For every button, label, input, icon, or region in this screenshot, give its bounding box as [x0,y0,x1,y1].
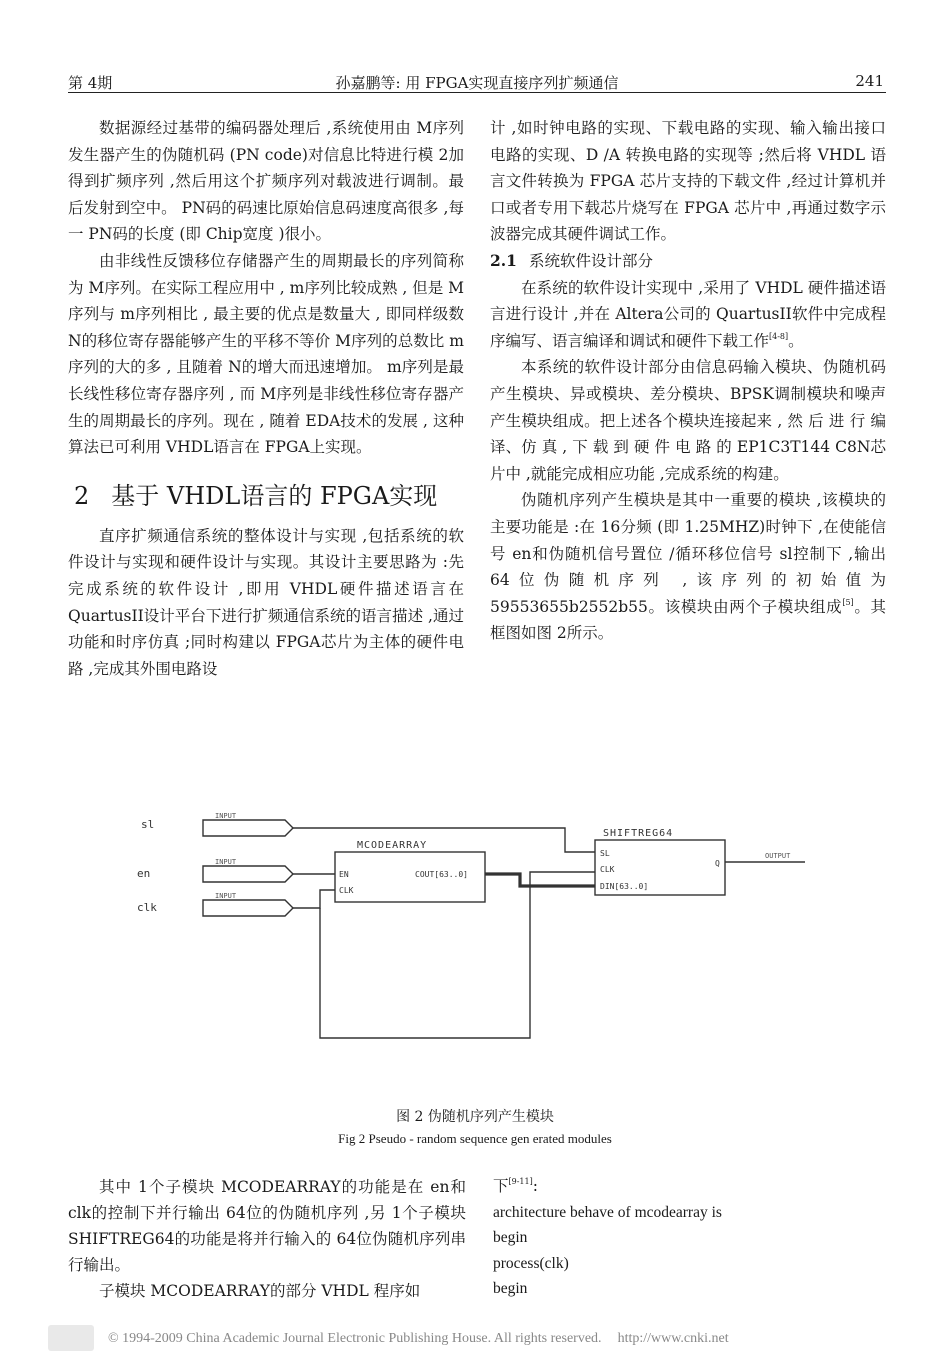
block-title: MCODEARRAY [357,840,428,851]
subsection-number: 2.1 [490,250,517,270]
wire-clk-loop [320,872,595,1038]
citation: [5] [842,597,854,607]
section-heading [74,479,464,513]
input-pin-clk [203,892,293,916]
citation: [9-11] [508,1177,533,1186]
paragraph: 计 ,如时钟电路的实现、下载电路的实现、输入输出接口电路的实现、D /A 转换电路的实现等 ;然后将 VHDL 语言文件转换为 FPGA 芯片支持的下载文件 ,经过计算机并口或者专用下载芯片烧写在 FPGA 芯片中 ,再通过数字示波器完成其硬件调试工作。 [490,119,886,244]
paragraph: 本系统的软件设计部分由信息码输入模块、伪随机码产生模块、异或模块、差分模块、BPSK调制模块和噪声产生模块组成。把上述各个模块连接起来 , 然 后 进 行 编 译、仿 真 , 下 载 到 硬 件 电 路 的 EP1C3T144 C8N芯片中 ,就能完成相应功能 ,完成系统的构建。 [490,358,886,483]
code-intro-colon: : [532,1177,538,1195]
subsection-heading [490,248,886,275]
copyright-text [108,1331,729,1347]
paragraph: 数据源经过基带的编码器处理后 ,系统使用由 M序列发生器产生的伪随机码 (PN code)对信息比特进行模 2加得到扩频序列 ,然后用这个扩频序列对载波进行调制。最后发射到空中。 PN码的码速比原始信息码速度高很多 ,每一 PN码的长度 (即 Chip宽度 )很小。 [68,119,464,244]
code-line: architecture behave of mcodearray is [493,1203,722,1221]
cnki-logo-icon [48,1325,94,1351]
input-label-en: en [137,867,151,880]
code-intro [493,1174,883,1200]
input-label-sl: sl [141,818,155,831]
pin-clk: CLK [600,865,615,874]
paragraph: 其中 1个子模块 MCODEARRAY的功能是在 en和 clk的控制下并行输出 64位的伪随机序列 ,另 1个子模块 SHIFTREG64的功能是将并行输入的 64位伪随机序列串行输出。 [68,1178,466,1274]
pin-din: DIN[63..0] [600,882,649,891]
code-line: process(clk) [493,1254,569,1272]
output-tag: OUTPUT [765,852,791,860]
input-tag: INPUT [215,892,237,900]
input-pin-en [203,858,293,882]
code-intro-text: 下 [493,1177,509,1195]
copyright-notice: © 1994-2009 China Academic Journal Electronic Publishing House. All rights reserved. [108,1331,602,1346]
input-label-clk: clk [137,901,157,914]
left-column [68,115,464,682]
block-title: SHIFTREG64 [603,828,674,839]
pin-clk: CLK [339,886,354,895]
output-pin [765,852,791,860]
wire-bus [485,874,595,886]
paragraph: 由非线性反馈移位存储器产生的周期最长的序列简称为 M序列。在实际工程应用中 , m序列比较成熟 , 但是 M序列与 m序列相比 , 最主要的优点是数量大 , 即同样级数 N的移位寄存器能够产生的平移不等价 M序列的总数比 m序列的大的多 , 且随着 N的增大而迅速增加。 m序列是最长线性移位寄存器序列 , 而 M序列是非线性移位寄存器产生的周期最长的序列。现在 , 随着 EDA技术的发展 , 这种算法已可利用 VHDL语言在 FPGA上实现。 [68,251,464,457]
footer-url[interactable]: http://www.cnki.net [617,1331,729,1346]
citation: [4-8] [769,331,789,341]
subsection-title: 系统软件设计部分 [528,251,653,270]
paragraph: 直序扩频通信系统的整体设计与实现 ,包括系统的软件设计与实现和硬件设计与实现。其设计主要思路为 :先完成系统的软件设计 ,即用 VHDL硬件描述语言在 QuartusII设计平台下进行扩频通信系统的语言描述 ,通过功能和时序仿真 ;同时构建以 FPGA芯片为主体的硬件电路 ,完成其外围电路设 [68,526,464,678]
pin-sl: SL [600,849,610,858]
wire-sl [293,828,595,852]
code-line: begin [493,1280,528,1297]
pin-cout: COUT[63..0] [415,870,468,879]
paragraph [490,275,886,355]
page-number: 241 [855,72,884,90]
pin-q: Q [715,859,720,868]
journal-issue: 第 4期 [68,74,113,92]
running-title: 孙嘉鹏等: 用 FPGA实现直接序列扩频通信 [335,74,619,92]
code-line: begin [493,1229,528,1246]
wire-clk [293,890,335,908]
input-tag: INPUT [215,812,237,820]
shiftreg64-block [595,828,725,895]
figure-caption-en: Fig 2 Pseudo - random sequence gen erated modules [338,1131,612,1146]
bottom-left-column [68,1174,466,1304]
paragraph-text: 。其框图如图 2所示。 [490,597,886,643]
input-pin-sl [203,812,293,836]
paragraph: 子模块 MCODEARRAY的部分 VHDL 程序如 [99,1282,421,1300]
block-diagram [125,800,825,1070]
paragraph [490,487,886,647]
copyright-footer [48,1325,898,1355]
input-tag: INPUT [215,858,237,866]
paragraph-text: 在系统的软件设计实现中 ,采用了 VHDL 硬件描述语言进行设计 ,并在 Altera公司的 QuartusII软件中完成程序编写、语言编译和调试和硬件下载工作 [490,278,886,350]
paragraph-text: 。 [788,331,804,350]
pin-en: EN [339,870,349,879]
mcodearray-block [335,840,485,902]
running-header [68,70,886,93]
paragraph-text: 伪随机序列产生模块是其中一重要的模块 ,该模块的主要功能是 :在 16分频 (即 1.25MHZ)时钟下 ,在使能信号 en和伪随机信号置位 /循环移位信号 sl控制下 ,输出 64位伪随机序列 ,该序列的初始值为 59553655b2552b55。该模块由两个子模块组成 [490,491,886,616]
section-number: 2 [74,481,90,510]
figure-caption-cn: 图 2 伪随机序列产生模块 [396,1109,554,1125]
section-title: 基于 VHDL语言的 FPGA实现 [111,481,438,510]
bottom-right-column [493,1174,883,1302]
right-column [490,115,886,647]
